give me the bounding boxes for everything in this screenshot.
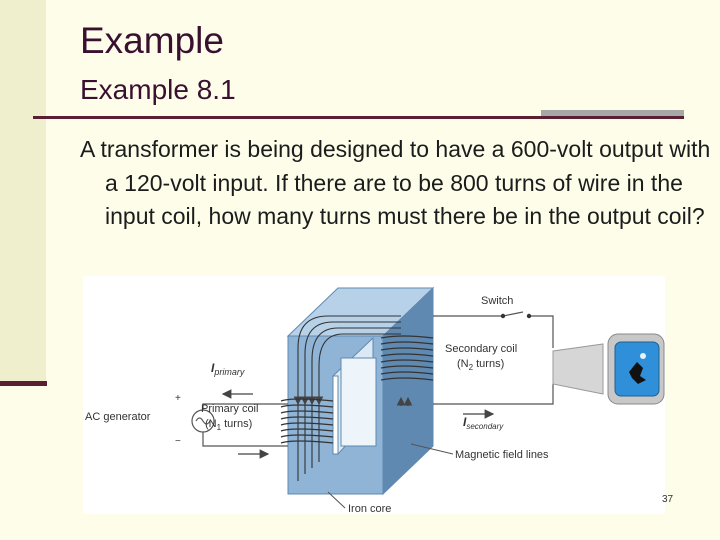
sidebar-rule	[0, 381, 47, 386]
plus-label: +	[175, 393, 181, 404]
minus-label: −	[175, 436, 181, 447]
primary-coil-label: Primary coil	[201, 403, 259, 415]
magnetic-field-lines-label: Magnetic field lines	[455, 449, 549, 461]
transformer-figure	[83, 276, 665, 514]
slide-title: Example	[80, 20, 224, 61]
switch-contact-left	[501, 314, 505, 318]
slide-number: 37	[662, 494, 674, 505]
i-secondary-label: $I_{secondary}$	[463, 415, 504, 431]
title-rule	[33, 116, 684, 119]
switch-label: Switch	[481, 295, 514, 307]
primary-turns-label: ($N_1$ turns)	[205, 418, 253, 432]
problem-statement: A transformer is being designed to have a 600-volt output with a 120-volt input. If there are to be 800 turns of wire in the input coil, how many turns must there be in the output coil?	[80, 136, 711, 229]
i-primary-label: $I_{primary}$	[211, 361, 245, 377]
iron-core-label: Iron core	[348, 503, 392, 514]
monitor-icon	[553, 334, 664, 404]
sidebar-decoration	[0, 0, 46, 384]
ac-generator-label: AC generator	[85, 411, 151, 423]
transformer-diagram	[83, 276, 665, 514]
secondary-turns-label: ($N_2$ turns)	[457, 358, 505, 372]
secondary-coil-label: Secondary coil	[445, 343, 518, 355]
iron-core	[288, 288, 433, 494]
slide-subtitle: Example 8.1	[80, 74, 236, 105]
switch-contact-right	[527, 314, 531, 318]
